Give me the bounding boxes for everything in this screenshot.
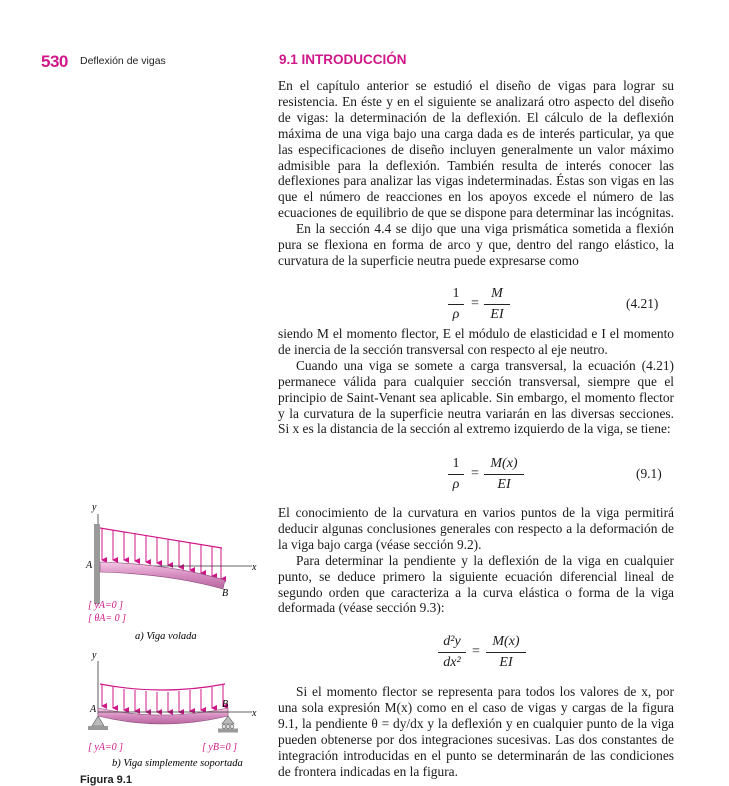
fig-b-beam xyxy=(98,708,228,724)
fig-b-ground-left xyxy=(88,726,108,730)
eq421-equals: = xyxy=(471,296,479,311)
fig-b-point-a: A xyxy=(90,704,97,715)
running-head: Deflexión de vigas xyxy=(80,55,166,67)
fig-a-bc2: [ θA= 0 ] xyxy=(88,613,127,624)
fig-a-point-b: B xyxy=(222,588,229,599)
eq91-rhs-num: M(x) xyxy=(490,456,518,471)
paragraph-1: En el capítulo anterior se estudió el diseño de vigas para lograr su resistencia. En éste y en el siguiente se analizará otro aspecto del diseño de vigas: la determinación de la deflexión. El cálculo de la deflexión máxima de una viga bajo una carga dada es de interés particular, ya que las especificaciones de diseño incluyen generalmente un valor máximo admisible para la deflexión. También resulta de interés conocer las deflexiones para analizar las vigas indeterminadas. Éstas son vigas en las que el número de reacciones en los apoyos excede el número de las ecuaciones de equilibrio de que se dispone para determinar las incógnitas. xyxy=(278,78,674,221)
fig-a-load-line xyxy=(100,528,222,548)
eq421-lhs-den: ρ xyxy=(452,307,460,322)
fig-b-pin-support xyxy=(92,716,104,726)
paragraph-3: siendo M el momento flector, E el módulo de elasticidad e I el momento de inercia de la sección transversal con respecto al eje neutro. xyxy=(278,326,674,357)
paragraph-6: Para determinar la pendiente y la deflexión de la viga en cualquier punto, se deduce primero la siguiente ecuación diferencial lineal de segundo orden que caracteriza a la curva elástica o forma de la viga deformada (véase sección 9.3): xyxy=(278,552,674,616)
text-block-2 xyxy=(278,326,674,437)
fig-a-y-label: y xyxy=(92,502,97,513)
fig-b-bc2: [ yB=0 ] xyxy=(202,742,238,753)
fig-a-point-a: A xyxy=(86,560,93,571)
eq91-lhs-den: ρ xyxy=(452,477,460,492)
eqdiff-equals: = xyxy=(472,644,480,659)
fig-a-wall xyxy=(94,524,100,604)
fig-a-bc1: [ yA=0 ] xyxy=(88,600,124,611)
figure-a-cantilever xyxy=(85,502,257,642)
eq91-number: (9.1) xyxy=(636,466,662,481)
fig-b-y-label: y xyxy=(92,650,97,661)
equation-9-1 xyxy=(440,456,680,496)
fig-b-load-line xyxy=(100,684,225,690)
page-number: 530 xyxy=(41,52,68,71)
fig-b-load-arrows xyxy=(102,685,223,712)
equation-elastic-curve xyxy=(438,634,558,674)
figure-b-simply-supported xyxy=(88,650,257,769)
eq421-rhs-num: M xyxy=(491,286,503,301)
fig-a-x-label: x xyxy=(252,562,257,573)
figure-label: Figura 9.1 xyxy=(80,774,132,786)
figure-9-1 xyxy=(80,496,270,776)
eq91-rhs-den: EI xyxy=(497,477,511,492)
fig-b-ground-right xyxy=(218,729,238,733)
text-block-1 xyxy=(278,78,674,269)
text-block-4 xyxy=(278,684,674,779)
paragraph-2: En la sección 4.4 se dijo que una viga prismática sometida a flexión pura se flexiona en forma de arco y que, dentro del rango elástico, la curvatura de la superficie neutra puede expresarse como xyxy=(278,221,674,268)
fig-b-bc1: [ yA=0 ] xyxy=(88,742,124,753)
eq421-rhs-den: EI xyxy=(490,307,504,322)
eqdiff-lhs-den: dx² xyxy=(443,655,461,670)
text-block-3 xyxy=(278,505,674,616)
section-title: 9.1 INTRODUCCIÓN xyxy=(279,52,407,67)
fig-a-caption: a) Viga volada xyxy=(135,631,197,642)
eqdiff-rhs-num: M(x) xyxy=(492,634,520,649)
paragraph-4: Cuando una viga se somete a carga transversal, la ecuación (4.21) permanece válida para cualquier sección transversal, siempre que el principio de Saint-Venant sea aplicable. Sin embargo, el momento flector y la curvatura de la superficie neutra variarán en las diversas secciones. Si x es la distancia de la sección al extremo izquierdo de la viga, se tiene: xyxy=(278,357,674,437)
eqdiff-rhs-den: EI xyxy=(499,655,513,670)
paragraph-7: Si el momento flector se representa para todos los valores de x, por una sola expresión M(x) como en el caso de vigas y cargas de la figura 9.1, la pendiente θ = dy/dx y la deflexión y en cualquier punto de la viga pueden obtenerse por dos integraciones sucesivas. Las dos constantes de integración introducidas en el punto se determinarán de las condiciones de frontera indicadas en la figura. xyxy=(278,684,674,779)
fig-b-caption: b) Viga simplemente soportada xyxy=(112,758,243,769)
fig-b-x-label: x xyxy=(252,708,257,719)
fig-b-point-b: B xyxy=(222,699,229,710)
eq91-equals: = xyxy=(471,466,479,481)
equation-4-21 xyxy=(440,286,680,326)
eq421-lhs-num: 1 xyxy=(452,286,460,301)
eq421-number: (4.21) xyxy=(626,296,659,311)
eqdiff-lhs-num: d²y xyxy=(443,634,461,649)
eq91-lhs-num: 1 xyxy=(452,456,460,471)
paragraph-5: El conocimiento de la curvatura en varios puntos de la viga permitirá deducir algunas conclusiones generales con respecto a la deformación de la viga bajo carga (véase sección 9.2). xyxy=(278,505,674,552)
